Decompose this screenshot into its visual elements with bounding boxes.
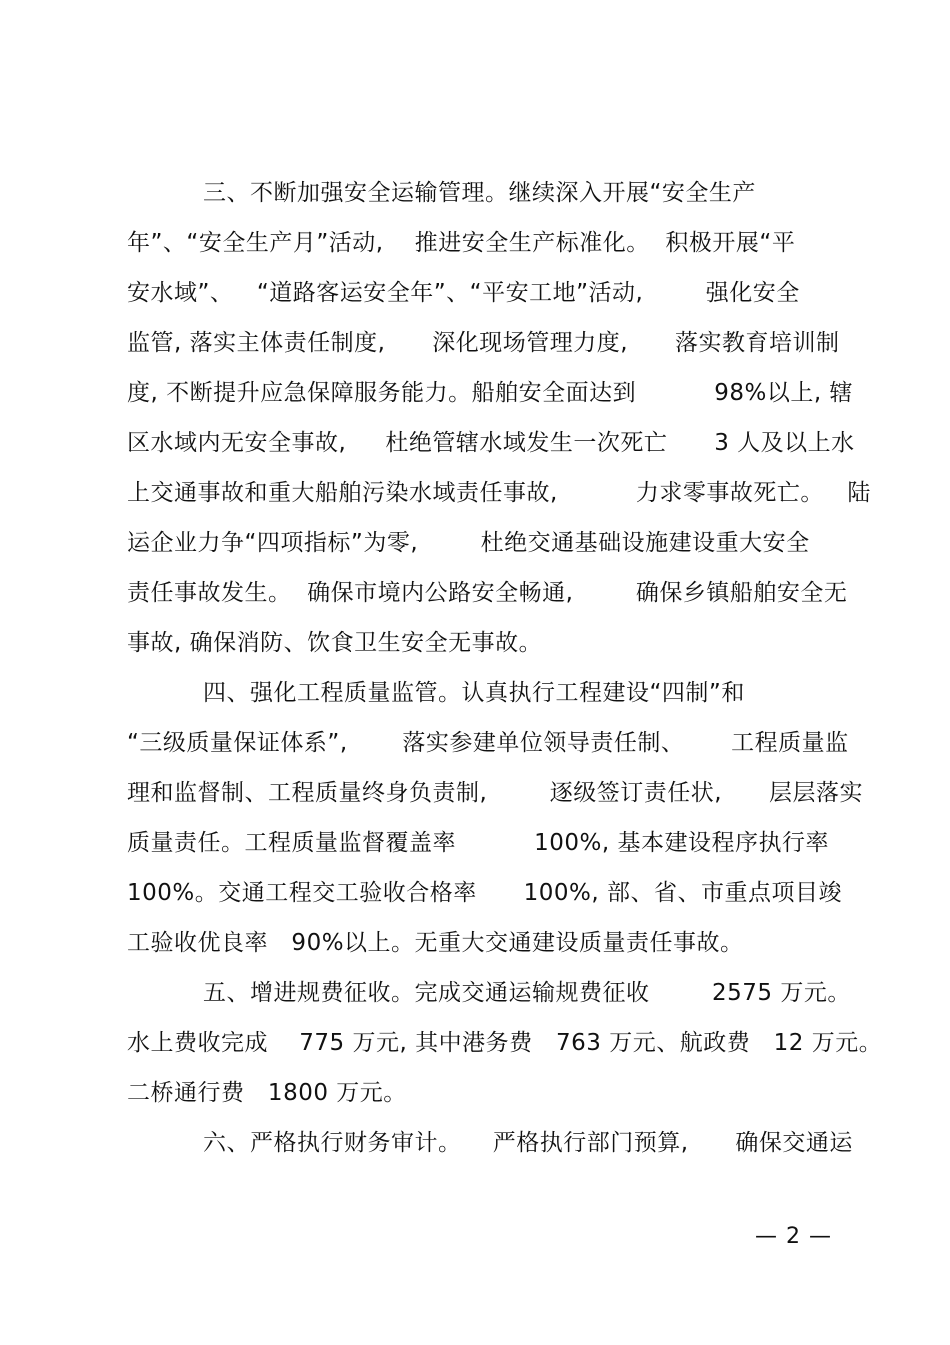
text-line: 运企业力争“四项指标”为零, 杜绝交通基础设施建设重大安全 bbox=[127, 530, 810, 556]
text-line: 监管, 落实主体责任制度, 深化现场管理力度, 落实教育培训制 bbox=[127, 330, 840, 356]
text-line: 事故, 确保消防、饮食卫生安全无事故。 bbox=[127, 630, 543, 656]
text-line: 水上费收完成 775 万元, 其中港务费 763 万元、航政费 12 万元。 bbox=[127, 1030, 883, 1056]
text-line: 责任事故发生。 确保市境内公路安全畅通, 确保乡镇船舶安全无 bbox=[127, 580, 848, 606]
text-line: 安水域”、 “道路客运安全年”、“平安工地”活动, 强化安全 bbox=[127, 280, 800, 306]
text-line: 年”、“安全生产月”活动, 推进安全生产标准化。 积极开展“平 bbox=[127, 230, 796, 256]
text-line: 四、强化工程质量监管。认真执行工程建设“四制”和 bbox=[203, 680, 745, 706]
text-line: 100%。交通工程交工验收合格率 100%, 部、省、市重点项目竣 bbox=[127, 880, 842, 906]
text-line: 六、严格执行财务审计。 严格执行部门预算, 确保交通运 bbox=[203, 1130, 853, 1156]
text-line: 工验收优良率 90%以上。无重大交通建设质量责任事故。 bbox=[127, 930, 744, 956]
text-line: 质量责任。工程质量监督覆盖率 100%, 基本建设程序执行率 bbox=[127, 830, 829, 856]
text-line: “三级质量保证体系”, 落实参建单位领导责任制、 工程质量监 bbox=[127, 730, 849, 756]
page-number: — 2 — bbox=[755, 1224, 832, 1249]
text-line: 区水域内无安全事故, 杜绝管辖水域发生一次死亡 3 人及以上水 bbox=[127, 430, 855, 456]
text-line: 度, 不断提升应急保障服务能力。船舶安全面达到 98%以上, 辖 bbox=[127, 380, 853, 406]
text-line: 五、增进规费征收。完成交通运输规费征收 2575 万元。 bbox=[203, 980, 851, 1006]
text-line: 三、不断加强安全运输管理。继续深入开展“安全生产 bbox=[203, 180, 756, 206]
text-line: 理和监督制、工程质量终身负责制, 逐级签订责任状, 层层落实 bbox=[127, 780, 863, 806]
text-line: 上交通事故和重大船舶污染水域责任事故, 力求零事故死亡。 陆 bbox=[127, 480, 871, 506]
text-line: 二桥通行费 1800 万元。 bbox=[127, 1080, 407, 1106]
